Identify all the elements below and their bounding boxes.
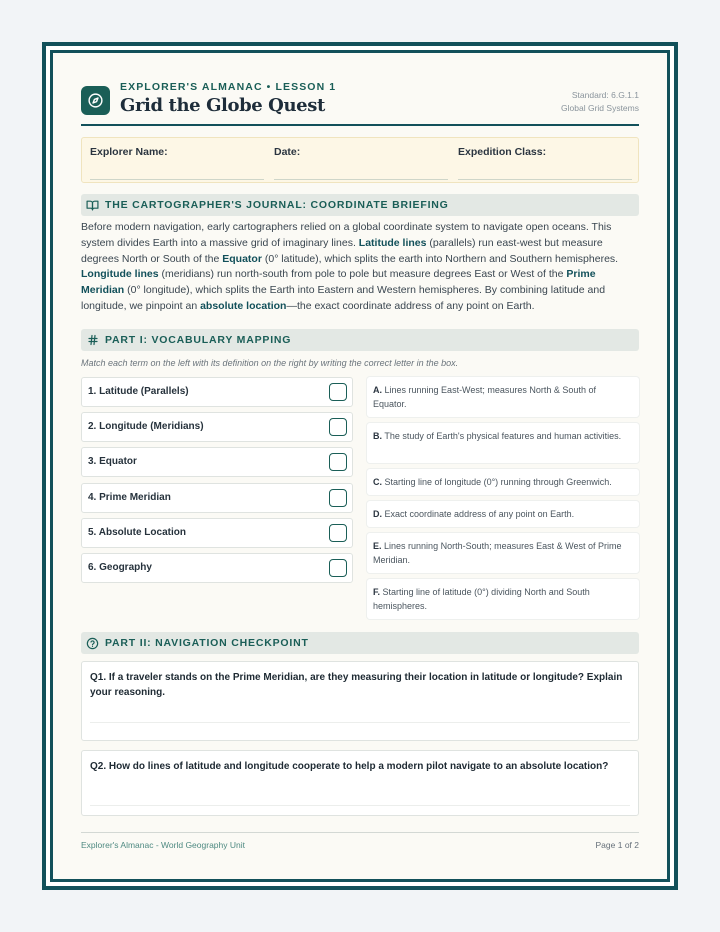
question-card-2 (81, 750, 639, 816)
footer-unit: Explorer's Almanac - World Geography Unit (81, 840, 245, 850)
term-label: 6. Geography (88, 562, 152, 573)
book-icon (86, 199, 99, 212)
term-label: 1. Latitude (Parallels) (88, 386, 189, 397)
answer-box[interactable] (329, 559, 347, 577)
compass-icon (81, 86, 110, 115)
part2-heading: PART II: NAVIGATION CHECKPOINT (105, 637, 309, 649)
definition-card (367, 533, 639, 573)
key-term: Latitude lines (358, 236, 427, 249)
standard-code: Standard: 6.G.1.1 (571, 90, 639, 100)
definition-letter: C. (373, 477, 382, 487)
definition-text: Lines running East-West; measures North & South of Equator. (373, 385, 596, 409)
answer-box[interactable] (329, 418, 347, 436)
standard-info (561, 89, 639, 115)
key-term: Equator (222, 252, 262, 265)
journal-text: (meridians) run north-south from pole to pole but measure degrees East or West of the (158, 268, 567, 281)
definition-text: Starting line of latitude (0°) dividing North and South hemispheres. (373, 587, 590, 611)
definition-text: Exact coordinate address of any point on Earth. (384, 509, 575, 519)
definition-letter: E. (373, 541, 382, 551)
explorer-name-field[interactable] (90, 146, 264, 180)
definition-text: Lines running North-South; measures East & West of Prime Meridian. (373, 541, 622, 565)
student-info-panel (81, 137, 639, 183)
page-title: Grid the Globe Quest (120, 95, 325, 116)
term-row (81, 447, 353, 477)
expedition-class-line[interactable] (458, 179, 632, 180)
part1-section-header (81, 329, 639, 351)
key-term: Longitude lines (81, 268, 159, 281)
standard-topic: Global Grid Systems (561, 103, 639, 113)
explorer-name-line[interactable] (90, 179, 264, 180)
definition-letter: A. (373, 385, 382, 395)
definition-letter: F. (373, 587, 381, 597)
term-row (81, 377, 353, 407)
term-row (81, 412, 353, 442)
definition-card (367, 469, 639, 495)
journal-text: (0° longitude), which splits the Earth into Eastern and Western hemispheres. By combining latitude and longitude, we pinpoint an (81, 284, 606, 312)
definition-card (367, 579, 639, 619)
journal-text: (parallels) run east-west but measure degrees North or South of the (81, 236, 603, 265)
term-label: 5. Absolute Location (88, 527, 186, 538)
term-row (81, 553, 353, 583)
journal-heading: THE CARTOGRAPHER'S JOURNAL: COORDINATE BRIEFING (105, 199, 449, 211)
answer-box[interactable] (329, 383, 347, 401)
term-row (81, 483, 353, 513)
explorer-name-label: Explorer Name: (90, 146, 168, 158)
answer-box[interactable] (329, 453, 347, 471)
definition-letter: D. (373, 509, 382, 519)
term-label: 3. Equator (88, 456, 137, 467)
journal-text: Before modern navigation, early cartographers relied on a global coordinate system to navigate open oceans. This system divides Earth into a massive grid of imaginary lines. (81, 221, 612, 249)
answer-line[interactable] (90, 722, 630, 723)
key-term: Prime Meridian (81, 268, 596, 297)
date-line[interactable] (274, 179, 448, 180)
definition-letter: B. (373, 431, 382, 441)
question-card-1 (81, 661, 639, 741)
definition-text: The study of Earth's physical features and human activities. (384, 431, 622, 441)
answer-line[interactable] (90, 805, 630, 806)
journal-text: (0° latitude), which splits the earth into Northern and Southern hemispheres. (261, 252, 619, 265)
date-label: Date: (274, 146, 301, 158)
term-row (81, 518, 353, 548)
term-label: 2. Longitude (Meridians) (88, 421, 204, 432)
part1-heading: PART I: VOCABULARY MAPPING (105, 334, 292, 346)
definition-text: Starting line of longitude (0°) running through Greenwich. (384, 477, 612, 487)
journal-text: —the exact coordinate address of any point on Earth. (286, 299, 535, 312)
definition-card (367, 423, 639, 463)
question-circle-icon (86, 637, 99, 650)
answer-box[interactable] (329, 524, 347, 542)
date-field[interactable] (274, 146, 448, 180)
page-number: Page 1 of 2 (595, 840, 639, 850)
hash-icon (86, 334, 99, 347)
definition-card (367, 501, 639, 527)
question-text: Q2. How do lines of latitude and longitude cooperate to help a modern pilot navigate to an absolute location? (90, 761, 609, 772)
question-text: Q1. If a traveler stands on the Prime Meridian, are they measuring their location in latitude or longitude? Explain your reasoning. (90, 672, 623, 698)
expedition-class-label: Expedition Class: (458, 146, 547, 158)
journal-section-header (81, 194, 639, 216)
lesson-kicker: EXPLORER'S ALMANAC • LESSON 1 (120, 81, 337, 93)
definition-card (367, 377, 639, 417)
expedition-class-field[interactable] (458, 146, 632, 180)
journal-paragraph (81, 220, 639, 315)
part2-section-header (81, 632, 639, 654)
answer-box[interactable] (329, 489, 347, 507)
header-divider (81, 124, 639, 126)
key-term: absolute location (200, 299, 287, 312)
footer-divider (81, 832, 639, 833)
part1-instructions: Match each term on the left with its definition on the right by writing the correct letter in the box. (81, 358, 459, 368)
term-label: 4. Prime Meridian (88, 492, 171, 503)
